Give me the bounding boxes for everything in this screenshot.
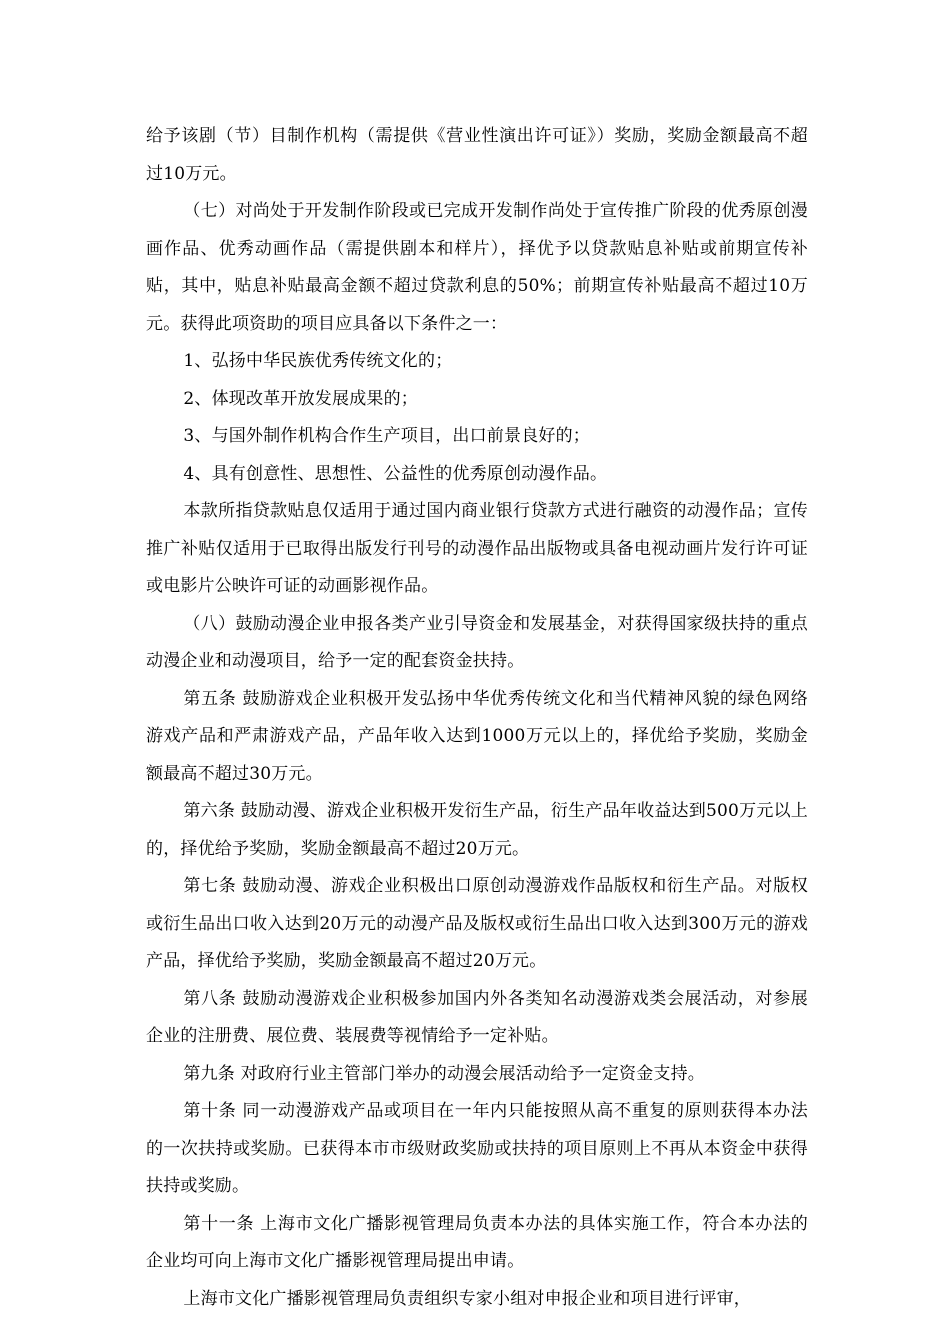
condition-4: 4、具有创意性、思想性、公益性的优秀原创动漫作品。: [183, 463, 608, 484]
article-10: 第十条 同一动漫游戏产品或项目在一年内只能按照从高不重复的原则获得本办法的一次扶持或奖励。已获得本市市级财政奖励或扶持的项目原则上不再从本资金中获得扶持或奖励。: [146, 1101, 808, 1196]
article-11: 第十一条 上海市文化广播影视管理局负责本办法的具体实施工作，符合本办法的企业均可向上海市文化广播影视管理局提出申请。: [146, 1213, 808, 1271]
article-7: 第七条 鼓励动漫、游戏企业积极出口原创动漫游戏作品版权和衍生产品。对版权或衍生品出口收入达到20万元的动漫产品及版权或衍生品出口收入达到300万元的游戏产品，择优给予奖励，奖励金额最高不超过20万元。: [146, 876, 808, 971]
paragraph-scope-note: 本款所指贷款贴息仅适用于通过国内商业银行贷款方式进行融资的动漫作品；宣传推广补贴仅适用于已取得出版发行刊号的动漫作品出版物或具备电视动画片发行许可证或电影片公映许可证的动画影视作品。: [146, 501, 808, 596]
condition-1: 1、弘扬中华民族优秀传统文化的；: [183, 351, 453, 371]
paragraph-item-7: （七）对尚处于开发制作阶段或已完成开发制作尚处于宣传推广阶段的优秀原创漫画作品、优秀动画作品（需提供剧本和样片），择优予以贷款贴息补贴或前期宣传补贴，其中，贴息补贴最高金额不超过贷款利息的50%；前期宣传补贴最高不超过10万元。获得此项资助的项目应具备以下条件之一：: [146, 201, 808, 334]
condition-2: 2、体现改革开放发展成果的；: [183, 388, 419, 409]
article-9: 第九条 对政府行业主管部门举办的动漫会展活动给予一定资金支持。: [183, 1063, 705, 1084]
article-8: 第八条 鼓励动漫游戏企业积极参加国内外各类知名动漫游戏类会展活动，对参展企业的注册费、展位费、装展费等视情给予一定补贴。: [146, 988, 808, 1046]
article-5: 第五条 鼓励游戏企业积极开发弘扬中华优秀传统文化和当代精神风貌的绿色网络游戏产品和严肃游戏产品，产品年收入达到1000万元以上的，择优给予奖励，奖励金额最高不超过30万元。: [146, 688, 808, 784]
paragraph-review: 上海市文化广播影视管理局负责组织专家小组对申报企业和项目进行评审，: [183, 1288, 751, 1309]
condition-3: 3、与国外制作机构合作生产项目，出口前景良好的；: [183, 426, 591, 446]
paragraph-continuation: 给予该剧（节）目制作机构（需提供《营业性演出许可证》）奖励，奖励金额最高不超过10万元。: [146, 126, 808, 184]
paragraph-item-8: （八）鼓励动漫企业申报各类产业引导资金和发展基金，对获得国家级扶持的重点动漫企业和动漫项目，给予一定的配套资金扶持。: [146, 613, 808, 671]
document-body: [146, 118, 808, 1318]
article-6: 第六条 鼓励动漫、游戏企业积极开发衍生产品，衍生产品年收益达到500万元以上的，择优给予奖励，奖励金额最高不超过20万元。: [146, 801, 808, 859]
